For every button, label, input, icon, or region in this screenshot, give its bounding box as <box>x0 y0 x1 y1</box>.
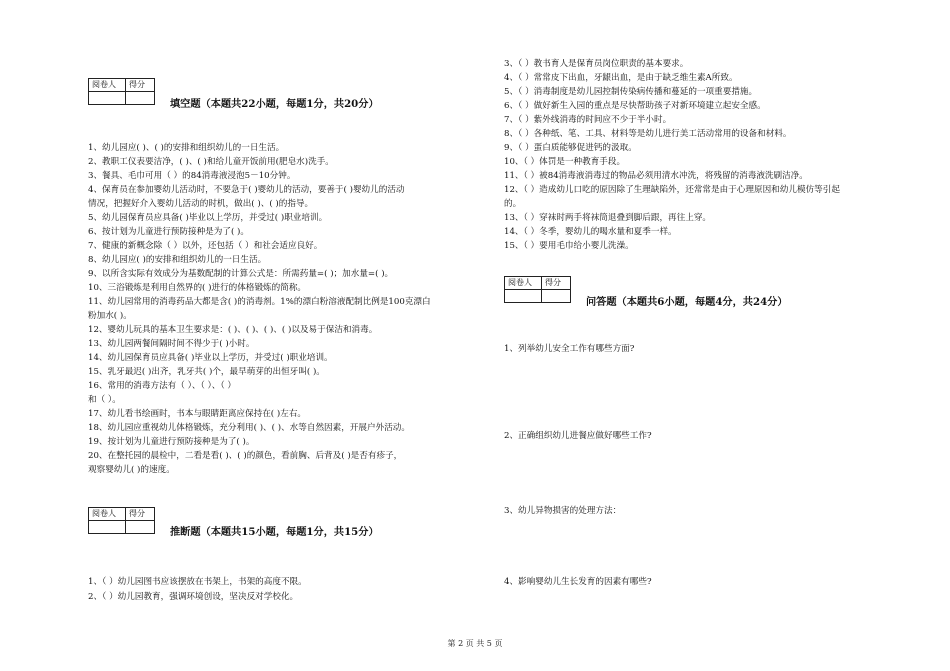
grader-label: 阅卷人 <box>89 508 126 521</box>
judge-question-line: 3、（ ）教书育人是保育员岗位职责的基本要求。 <box>504 59 689 69</box>
score-cell[interactable] <box>542 290 571 303</box>
fill-question-line: 18、幼儿园应重视幼儿体格锻炼，充分利用( )、( )、水等自然因素，开展户外活动。 <box>88 423 410 433</box>
fill-question-line: 5、幼儿园保育员应具备( )毕业以上学历，并受过( )职业培训。 <box>88 213 328 223</box>
judge-question-line: 6、（ ）做好新生入园的重点是尽快帮助孩子对新环境建立起安全感。 <box>504 101 766 111</box>
score-box-qa <box>504 276 571 303</box>
qa-question: 1、列举幼儿安全工作有哪些方面? <box>504 344 635 354</box>
qa-question: 2、正确组织幼儿进餐应做好哪些工作? <box>504 431 652 441</box>
fill-question-line: 观察婴幼儿( )的速度。 <box>88 465 175 475</box>
judge-section-title: 推断题（本题共15小题，每题1分，共15分） <box>170 526 379 538</box>
fill-question-line: 11、幼儿园常用的消毒药品大都是含( )的消毒剂。1%的漂白粉溶液配制比例是100克漂白 <box>88 297 431 307</box>
fill-section-title: 填空题（本题共22小题，每题1分，共20分） <box>170 98 379 110</box>
fill-question-line: 情况，把握好介入婴幼儿活动的时机，做出( )、( )的指导。 <box>88 199 314 209</box>
fill-question-line: 14、幼儿园保育员应具备( )毕业以上学历，并受过( )职业培训。 <box>88 353 333 363</box>
qa-question: 4、影响婴幼儿生长发育的因素有哪些? <box>504 577 652 587</box>
judge-question-line: 7、（ ）紫外线消毒的时间应不少于半小时。 <box>504 115 672 125</box>
score-cell[interactable] <box>126 521 155 534</box>
judge-question-line: 13、（ ）穿袜时两手将袜筒退叠到脚后跟，再往上穿。 <box>504 213 712 223</box>
score-label: 得分 <box>542 277 571 290</box>
judge-question-line: 5、（ ）消毒制度是幼儿园控制传染病传播和蔓延的一项重要措施。 <box>504 87 758 97</box>
fill-question-line: 12、婴幼儿玩具的基本卫生要求是：( )、( )、( )、( )以及易于保洁和消毒。 <box>88 325 378 335</box>
judge-question-line: 12、（ ）造成幼儿口吃的原因除了生理缺陷外，还常常是由于心理原因和幼儿模仿等引起 <box>504 185 840 195</box>
judge-question-line: 4、（ ）常常皮下出血，牙龈出血，是由于缺乏维生素A所致。 <box>504 73 738 83</box>
fill-question-line: 和（ ）。 <box>88 395 121 405</box>
fill-question-line: 19、按计划为儿童进行预防接种是为了( )。 <box>88 437 255 447</box>
judge-question-line: 14、（ ）冬季，婴幼儿的喝水量和夏季一样。 <box>504 227 677 237</box>
judge-question-line: 的。 <box>504 199 522 209</box>
fill-question-line: 粉加水( )。 <box>88 311 132 321</box>
grader-label: 阅卷人 <box>505 277 542 290</box>
grader-label: 阅卷人 <box>89 79 126 92</box>
grader-cell[interactable] <box>89 92 126 105</box>
judge-question-line: 15、（ ）要用毛巾给小婴儿洗澡。 <box>504 241 634 251</box>
judge-question-line: 8、（ ）各种纸、笔、工具、材料等是幼儿进行美工活动常用的设备和材料。 <box>504 129 792 139</box>
fill-question-line: 1、幼儿园应( )、( )的安排和组织幼儿的一日生活。 <box>88 143 285 153</box>
score-box-fill <box>88 78 155 105</box>
page-footer: 第 2 页 共 5 页 <box>447 639 503 648</box>
fill-question-line: 8、幼儿园应( )的安排和组织幼儿的一日生活。 <box>88 255 267 265</box>
judge-question-line: 1、（ ）幼儿园图书应该摆放在书架上，书架的高度不限。 <box>88 577 307 587</box>
fill-question-line: 7、健康的新概念除（ ）以外，还包括（ ）和社会适应良好。 <box>88 241 323 251</box>
grader-cell[interactable] <box>89 521 126 534</box>
fill-question-line: 13、幼儿园两餐间隔时间不得少于( )小时。 <box>88 339 255 349</box>
qa-section-title: 问答题（本题共6小题，每题4分，共24分） <box>586 296 788 308</box>
fill-question-line: 9、以所含实际有效成分为基数配制的计算公式是：所需药量=( )；加水量=( )。 <box>88 269 394 279</box>
score-label: 得分 <box>126 508 155 521</box>
fill-question-line: 6、按计划为儿童进行预防接种是为了( )。 <box>88 227 249 237</box>
fill-question-line: 10、三浴锻炼是利用自然界的( )进行的体格锻炼的简称。 <box>88 283 307 293</box>
fill-question-line: 16、常用的消毒方法有（ ）、（ ）、（ ） <box>88 381 237 391</box>
judge-question-line: 2、（ ）幼儿园教育，强调环境创设，坚决反对学校化。 <box>88 591 299 602</box>
qa-question: 3、幼儿异物损害的处理方法： <box>504 506 622 516</box>
fill-question-line: 15、乳牙最迟( )出齐，乳牙共( )个，最早萌芽的出恒牙叫( )。 <box>88 367 325 377</box>
fill-question-line: 3、餐具、毛巾可用（ ）的84消毒液浸泡5－10分钟。 <box>88 171 296 181</box>
grader-cell[interactable] <box>505 290 542 303</box>
fill-question-line: 4、保育员在参加婴幼儿活动时，不要急于( )婴幼儿的活动，要善于( )婴幼儿的活动 <box>88 185 405 195</box>
judge-question-line: 11、（ ）被84消毒液消毒过的物品必须用清水冲洗，将残留的消毒液洗刷洁净。 <box>504 171 808 181</box>
fill-question-line: 17、幼儿看书绘画时，书本与眼睛距离应保持在( )左右。 <box>88 409 307 419</box>
judge-question-line: 10、（ ）体罚是一种教育手段。 <box>504 157 626 167</box>
score-cell[interactable] <box>126 92 155 105</box>
fill-question-line: 2、教职工仪表要洁净，( )、( )和给儿童开饭前用(肥皂水)洗手。 <box>88 157 334 167</box>
score-box-judge <box>88 507 155 534</box>
fill-question-line: 20、在整托园的晨检中，二看是看( )、( )的颜色，看前胸、后背及( )是否有疹子， <box>88 451 403 461</box>
score-label: 得分 <box>126 79 155 92</box>
judge-question-line: 9、（ ）蛋白质能够促进钙的汲取。 <box>504 143 637 153</box>
